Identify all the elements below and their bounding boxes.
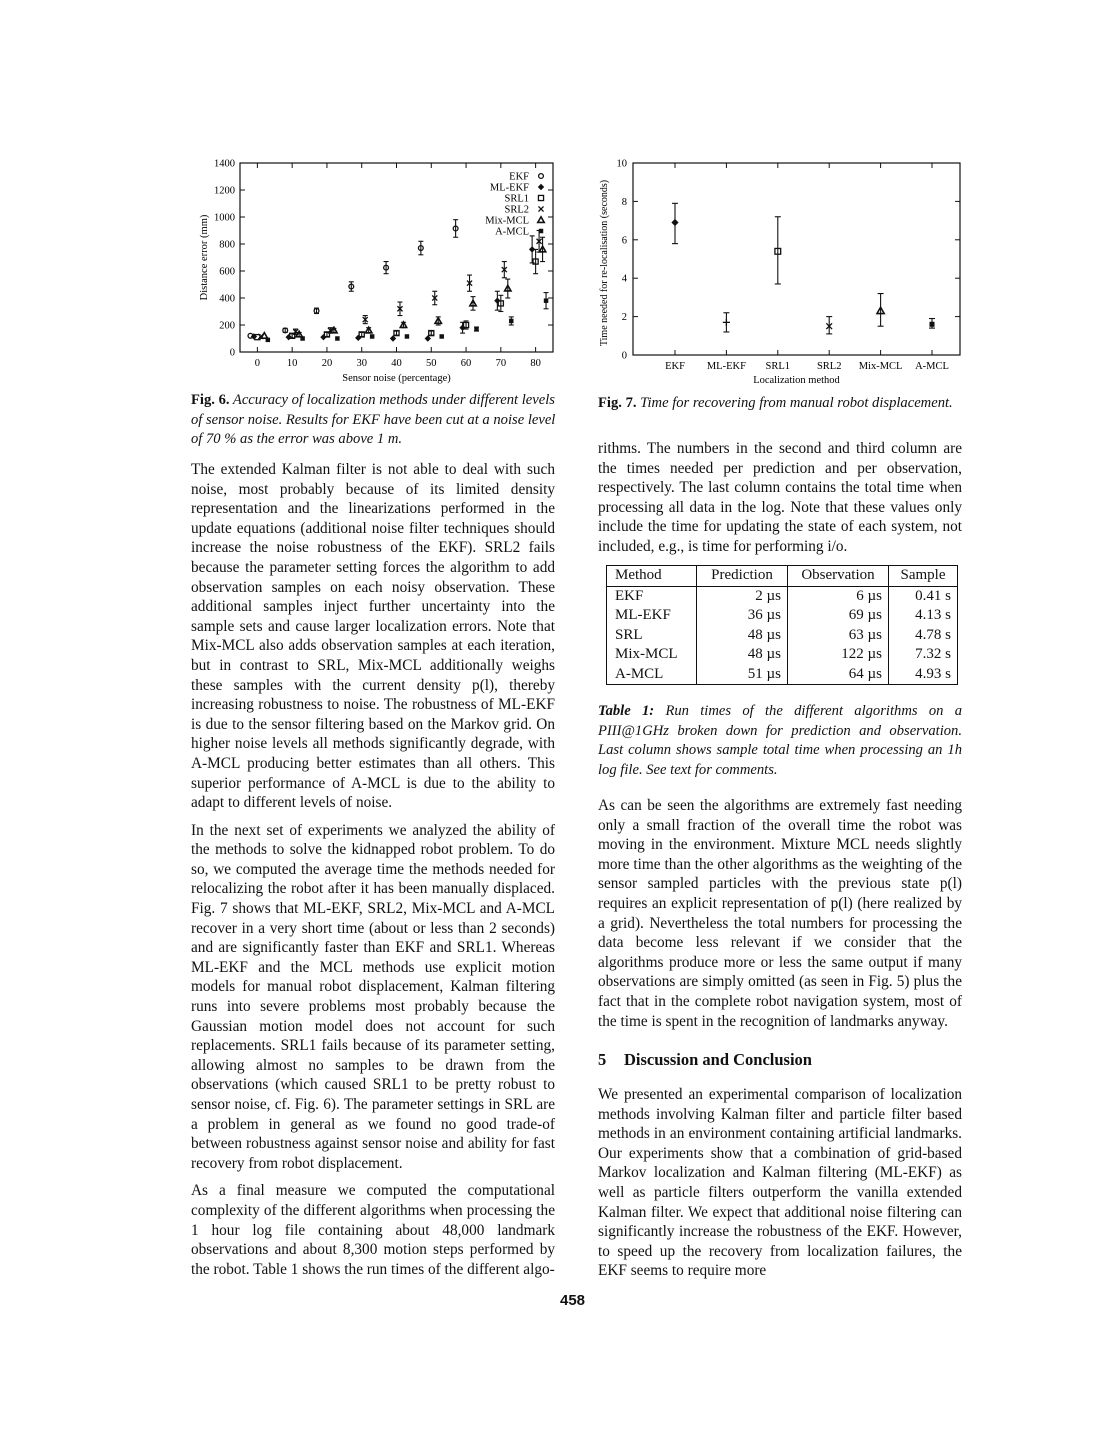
x-axis-label: Localization method	[753, 375, 840, 386]
cell-observation: 122 µs	[788, 645, 889, 665]
paragraph: As can be seen the algorithms are extremely fast needing only a small fraction of the overall time the robot was moving in the environment. Mixture MCL needs slightly more time than the other algorithms as the weighting of the sensor sampled particles with the previous state p(l) requires an explicit representation of p(l) (here realized by a grid). Nevertheless the total numbers for processing the data become less relevant if we consider that the algorithms produce more or less the same output if many observations are simply omitted (as seen in Fig. 5) plus the fact that in the complete robot navigation system, most of the time is spent in the recognition of landmarks anyway.	[598, 797, 962, 1030]
fig7-chart	[570, 150, 970, 390]
cell-prediction: 48 µs	[697, 645, 788, 665]
x-tick-label: 20	[321, 358, 333, 369]
y-tick-label: 1400	[214, 158, 235, 170]
x-marker-icon	[538, 206, 543, 211]
runtime-table	[606, 565, 958, 685]
filled-square-marker-icon	[300, 336, 304, 340]
table-row	[607, 626, 958, 646]
filled-square-marker-icon	[544, 298, 548, 302]
table-row	[607, 606, 958, 626]
x-tick-label: 70	[495, 358, 507, 369]
cell-method: Mix-MCL	[615, 646, 678, 662]
cell-prediction: 51 µs	[697, 665, 788, 685]
filled-square-marker-icon	[370, 334, 374, 338]
x-tick-label: ML-EKF	[706, 361, 746, 372]
paragraph: The extended Kalman filter is not able to deal with such noise, most probably because of its limited density representation and the linearizations performed in the update equations (additional noise filter techniques should increase the noise robustness of the EKF). SRL2 fails because the parameter setting forces the algorithm to add observation samples on each noisy observation. These additional samples inject further uncertainty into the sample sets and cause larger localization errors. Note that Mix-MCL also adds observation samples at each iteration, but in contrast to SRL, Mix-MCL additionally weighs these samples with the current density p(l), thereby increasing robustness to noise. The robustness of ML-EKF is due to the sensor filtering based on the Markov grid. On higher noise levels all methods significantly degrade, with A-MCL producing better estimates than all others. This superior performance of A-MCL is due to the ability to adapt to different levels of noise.	[191, 461, 555, 812]
right-column	[598, 439, 962, 565]
circle-marker-icon	[539, 174, 544, 179]
cell-prediction: 48 µs	[697, 626, 788, 646]
conclusion	[598, 1085, 962, 1289]
col-header-method: Method	[607, 566, 697, 587]
cell-observation: 63 µs	[788, 626, 889, 646]
x-tick-label: SRL2	[816, 361, 842, 372]
cell-observation: 69 µs	[788, 606, 889, 626]
legend-label: A-MCL	[495, 226, 529, 238]
x-tick-label: SRL1	[765, 361, 791, 372]
error-bar	[359, 332, 364, 336]
error-bar	[429, 331, 434, 335]
col-header-observation: Observation	[788, 566, 889, 587]
filled-square-marker-icon	[929, 322, 934, 327]
table-row	[607, 665, 958, 685]
table-row	[607, 645, 958, 665]
filled-square-marker-icon	[439, 334, 443, 338]
legend-label: ML-EKF	[489, 182, 529, 194]
cell-method: SRL	[615, 626, 643, 643]
table1-caption-text: Run times of the different algorithms on a PIII@1GHz broken down for prediction and observation. Last column shows sample total time when processing an 1h log file. See text for comments.	[598, 703, 963, 778]
table1-caption-label: Table 1:	[598, 703, 655, 719]
diamond-marker-icon	[538, 184, 544, 190]
legend-label: SRL2	[504, 204, 529, 216]
error-bar	[394, 331, 399, 335]
table-header-row	[607, 566, 958, 587]
y-tick-label: 0	[229, 347, 235, 359]
legend-label: EKF	[509, 171, 529, 183]
right-column-lower	[598, 796, 962, 1039]
y-tick-label: 0	[621, 350, 627, 362]
x-tick-label: A-MCL	[915, 361, 949, 372]
error-bar	[775, 217, 781, 284]
y-tick-label: 400	[219, 293, 235, 305]
y-tick-label: 8	[621, 196, 627, 208]
cell-method: EKF	[615, 587, 644, 604]
error-bar	[453, 220, 458, 238]
x-tick-label: 40	[391, 358, 402, 369]
paragraph: rithms. The numbers in the second and third column are the times needed per prediction and per observation, respectively. The last column contains the total time when processing all data in the log. Note that these values only include the time for updating the state of each system, not included, e.g., is time for performing i/o.	[598, 440, 962, 555]
section-number: 5	[598, 1050, 607, 1069]
fig7-caption-text: Time for recovering from manual robot displacement.	[640, 395, 953, 411]
y-tick-label: 10	[616, 158, 627, 170]
filled-square-marker-icon	[335, 336, 339, 340]
cell-prediction: 2 µs	[697, 586, 788, 606]
col-header-sample: Sample	[889, 566, 958, 587]
y-axis-label: Distance error (mm)	[199, 214, 210, 301]
x-tick-label: 10	[286, 358, 298, 369]
cell-observation: 64 µs	[788, 665, 889, 685]
section-heading	[598, 1050, 812, 1070]
error-bar	[533, 249, 538, 273]
table-1	[606, 565, 958, 685]
filled-square-marker-icon	[405, 334, 409, 338]
table-row	[607, 586, 958, 606]
figure-6	[190, 150, 565, 390]
figure-7	[570, 150, 970, 390]
error-bar	[826, 317, 832, 334]
section-title: Discussion and Conclusion	[624, 1050, 812, 1069]
paragraph: In the next set of experiments we analyzed the ability of the methods to solve the kidnapped robot problem. To do so, we computed the average time the methods needed for relocalizing the robot after it has been manually displaced. Fig. 7 shows that ML-EKF, SRL2, Mix-MCL and A-MCL recover in a very short time (about or less than 2 seconds) and are significantly faster than EKF and SRL1. Whereas ML-EKF and the MCL methods use explicit motion models for manual robot displacement, Kalman filtering runs into severe problems most probably because the Gaussian motion model does not account for such replacements. SRL1 fails because of its parameter setting, allowing almost no samples to be drawn from the observations (which caused SRL1 to be pretty robust to sensor noise, cf. Fig. 6). The parameter settings in SRL are a problem in general as we found no good trade-of between robustness against sensor noise and ability for fast recovery from robot displacement.	[191, 821, 555, 1172]
fig6-chart	[190, 150, 565, 390]
fig6-caption	[191, 391, 561, 450]
y-tick-label: 2	[621, 312, 627, 324]
plot-frame	[633, 163, 960, 355]
plus-marker-icon	[723, 319, 730, 326]
page-number: 458	[560, 1292, 586, 1309]
y-tick-label: 800	[219, 239, 235, 251]
cell-method: A-MCL	[615, 665, 664, 682]
x-tick-label: 0	[254, 358, 261, 369]
cell-sample: 4.93 s	[889, 665, 958, 685]
filled-square-marker-icon	[266, 338, 270, 342]
col-header-prediction: Prediction	[697, 566, 788, 587]
paragraph: As a final measure we computed the computational complexity of the different algorithms when processing the 1 hour log file containing about 48,000 landmark observations and about 8,300 motion steps performed by the robot. Table 1 shows the run times of the different algo-	[191, 1182, 555, 1278]
cell-sample: 4.78 s	[889, 626, 958, 646]
diamond-marker-icon	[355, 335, 361, 341]
legend-label: Mix-MCL	[485, 215, 529, 227]
y-tick-label: 1200	[214, 185, 235, 197]
y-axis-label: Time needed for re-localisation (seconds)	[599, 179, 610, 347]
legend-label: SRL1	[504, 193, 529, 205]
x-axis-label: Sensor noise (percentage)	[342, 373, 451, 384]
x-tick-label: Mix-MCL	[858, 361, 903, 372]
fig6-caption-text: Accuracy of localization methods under different levels of sensor noise. Results for EKF have been cut at a noise level of 70 % as the error was above 1 m.	[191, 392, 556, 447]
x-tick-label: 60	[460, 358, 472, 369]
y-tick-label: 200	[219, 320, 235, 332]
filled-square-marker-icon	[474, 327, 478, 331]
fig7-caption	[598, 394, 968, 414]
cell-observation: 6 µs	[788, 586, 889, 606]
y-tick-label: 6	[621, 235, 627, 247]
x-tick-label: 80	[530, 358, 541, 369]
cell-sample: 7.32 s	[889, 645, 958, 665]
left-column	[191, 460, 555, 1287]
y-tick-label: 1000	[214, 212, 235, 224]
fig7-caption-label: Fig. 7.	[598, 395, 637, 411]
cell-method: ML-EKF	[615, 607, 671, 623]
triangle-marker-icon	[261, 333, 267, 339]
x-tick-label: EKF	[665, 361, 685, 372]
y-tick-label: 4	[621, 273, 627, 285]
diamond-marker-icon	[285, 334, 291, 340]
cell-sample: 0.41 s	[889, 586, 958, 606]
cell-sample: 4.13 s	[889, 606, 958, 626]
y-tick-label: 600	[219, 266, 235, 278]
paragraph: We presented an experimental comparison of localization methods involving Kalman filter and particle filter based methods in an environment containing artificial landmarks. Our experiments show that a combination of grid-based Markov localization and Kalman filtering (ML-EKF) as well as particle filters outperform the vanilla extended Kalman filter. We expect that additional noise filtering can significantly increase the robustness of the EKF. However, to speed up the recovery from localization failures, the EKF seems to require more	[598, 1086, 962, 1280]
square-marker-icon	[538, 195, 543, 200]
x-tick-label: 50	[426, 358, 437, 369]
table1-caption	[598, 702, 962, 780]
filled-square-marker-icon	[509, 319, 513, 323]
fig6-caption-label: Fig. 6.	[191, 392, 230, 408]
error-bar	[418, 241, 423, 255]
diamond-marker-icon	[671, 219, 678, 226]
error-bar	[498, 295, 503, 311]
cell-prediction: 36 µs	[697, 606, 788, 626]
x-tick-label: 30	[356, 358, 367, 369]
triangle-marker-icon	[538, 217, 544, 223]
